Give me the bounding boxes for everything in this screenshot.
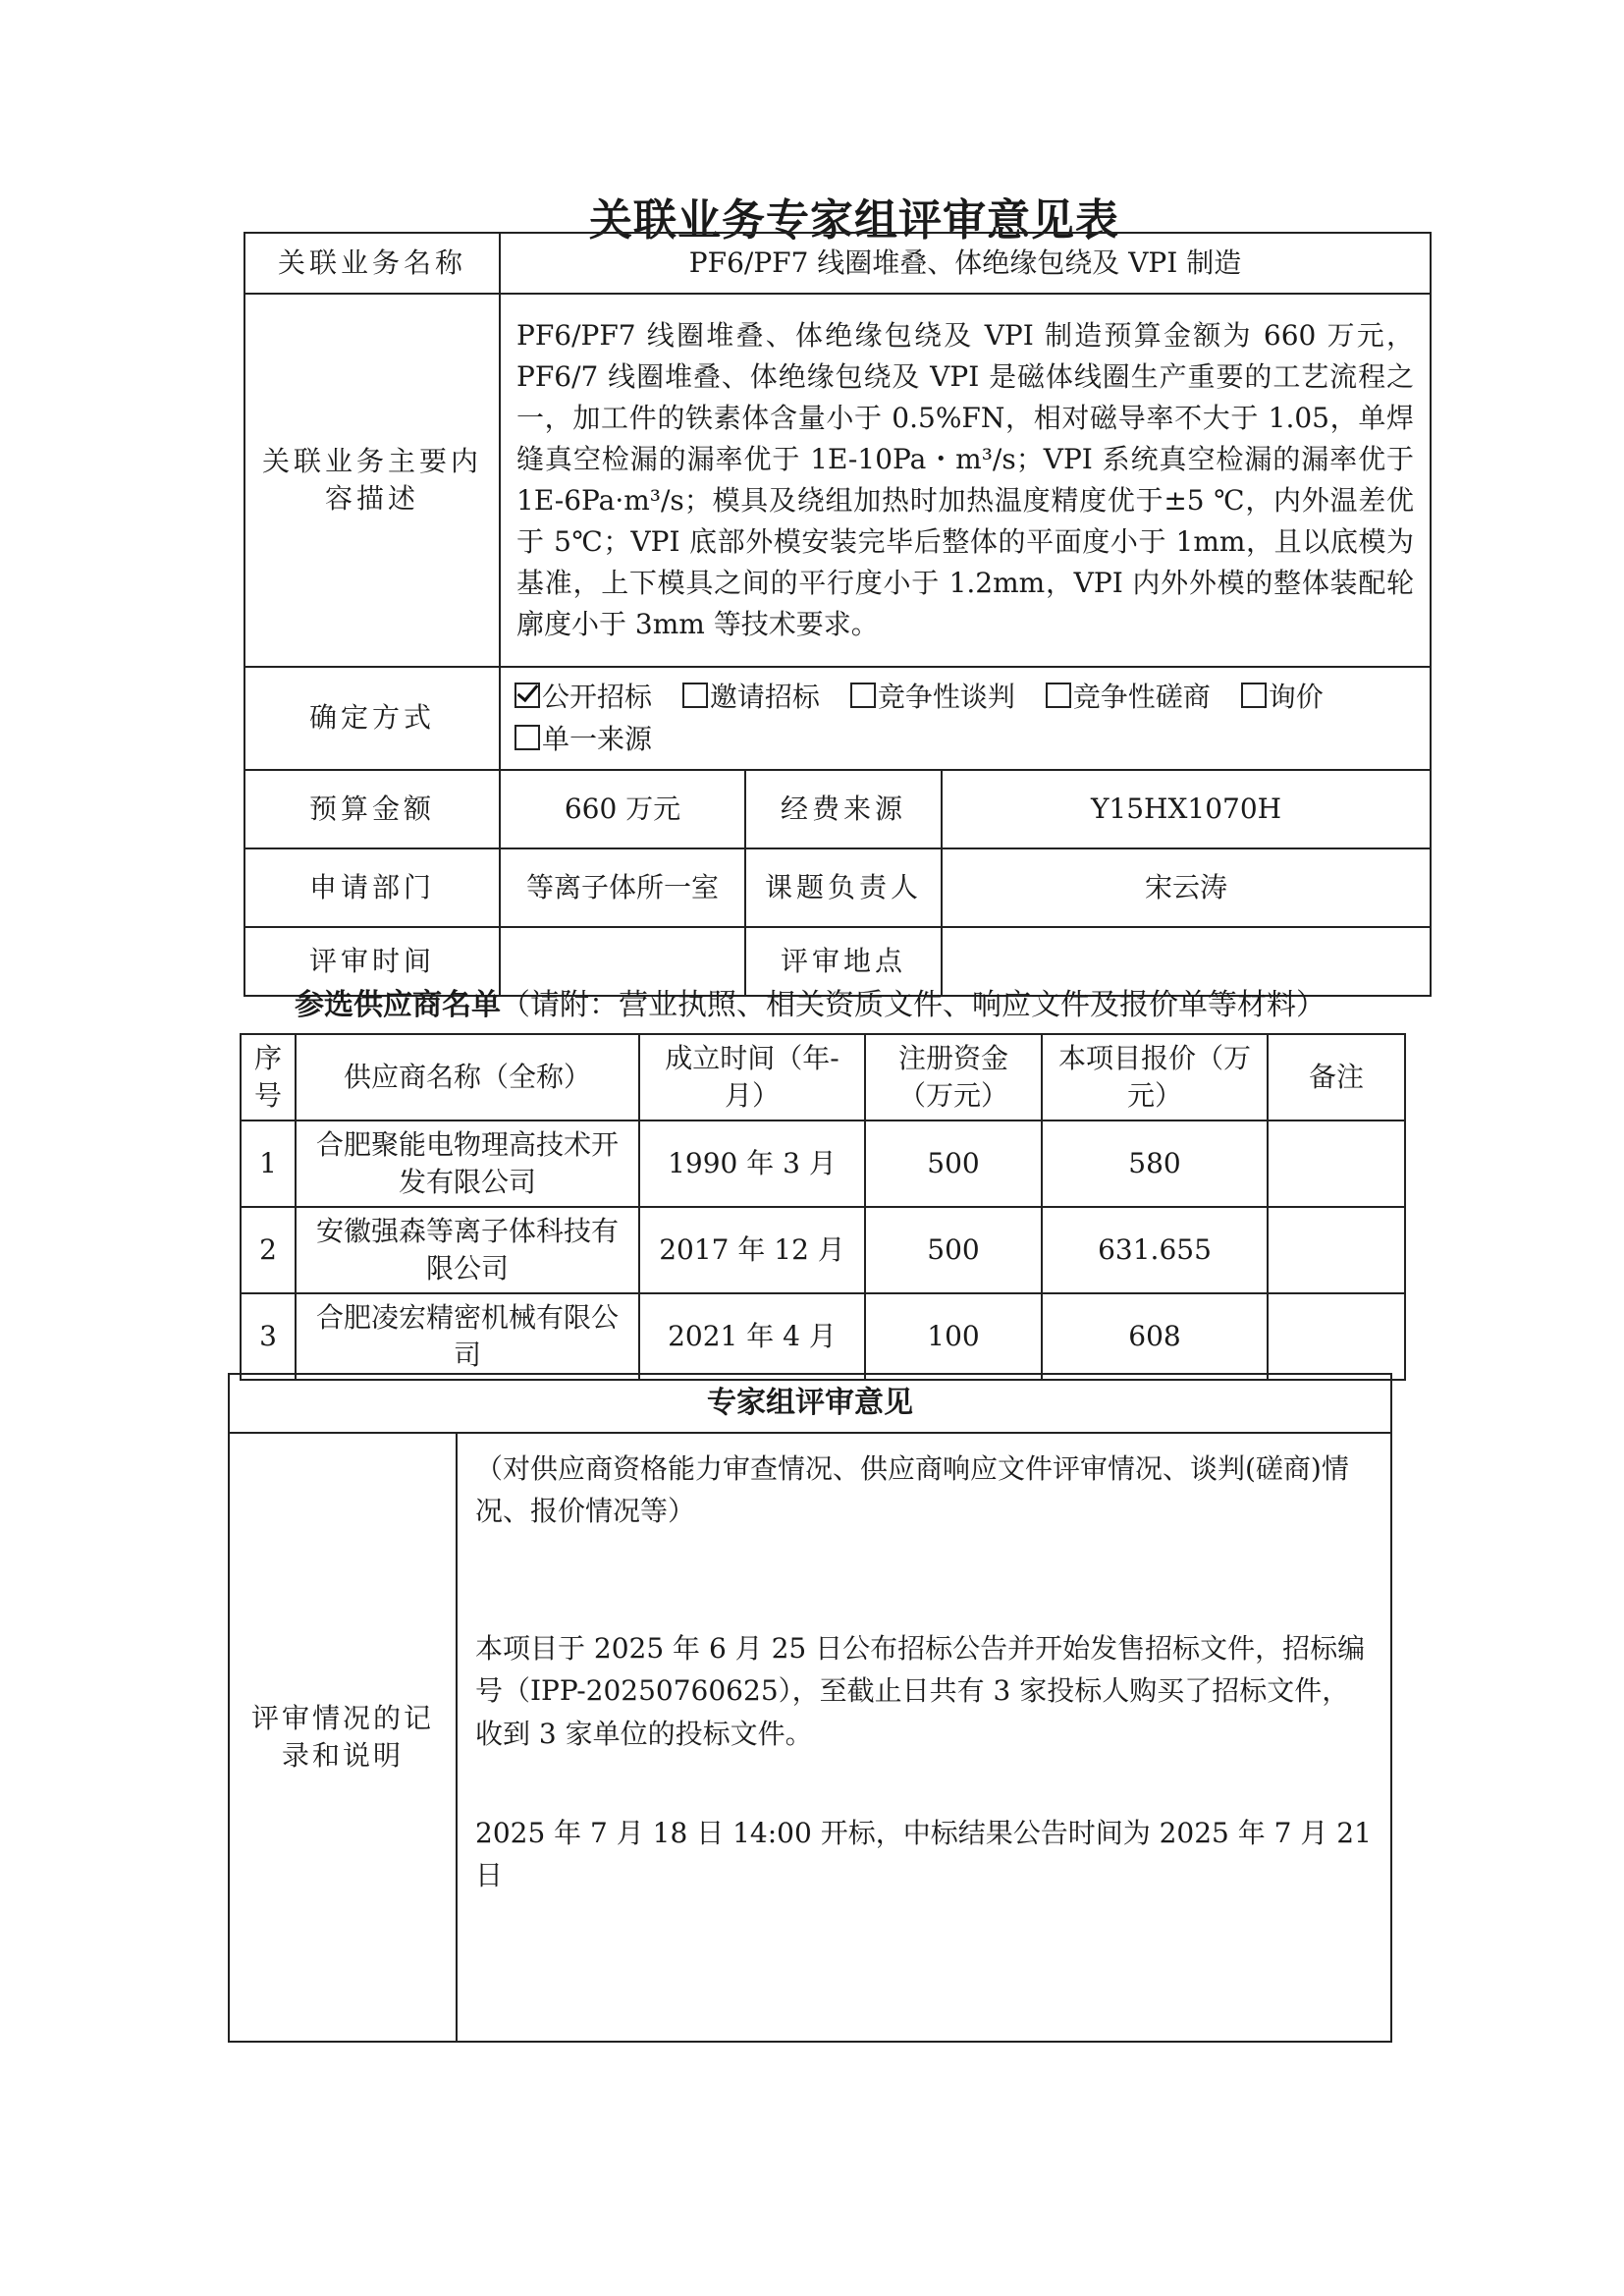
- table-row: [241, 1121, 1405, 1207]
- row-index: 1: [241, 1121, 296, 1207]
- business-desc-label: 关联业务主要内容描述: [244, 294, 500, 667]
- checked-checkbox-icon: [514, 683, 540, 708]
- header-quote: 本项目报价（万元）: [1042, 1034, 1268, 1121]
- method-option-inquiry: 询价: [1241, 676, 1324, 718]
- supplier-name: 安徽强森等离子体科技有限公司: [296, 1207, 639, 1293]
- method-option-competitive-negotiation: 竞争性谈判: [850, 676, 1015, 718]
- business-name-value: PF6/PF7 线圈堆叠、体绝缘包绕及 VPI 制造: [500, 233, 1431, 294]
- review-time-label: 评审时间: [244, 927, 500, 996]
- checkbox-icon: [682, 683, 708, 708]
- remark: [1268, 1121, 1405, 1207]
- expert-review-table: [228, 1373, 1392, 2043]
- supplier-name: 合肥聚能电物理高技术开发有限公司: [296, 1121, 639, 1207]
- suppliers-table: [240, 1033, 1406, 1381]
- document-title: 关联业务专家组评审意见表: [589, 195, 1119, 246]
- fund-source-label: 经费来源: [745, 770, 942, 848]
- header-supplier-name: 供应商名称（全称）: [296, 1034, 639, 1121]
- spacer: [475, 1533, 1373, 1627]
- table-row: [241, 1207, 1405, 1293]
- quote-price: 631.655: [1042, 1207, 1268, 1293]
- business-name-label: 关联业务名称: [244, 233, 500, 294]
- review-record-label: 评审情况的记录和说明: [229, 1433, 457, 2042]
- project-leader-label: 课题负责人: [745, 848, 942, 927]
- fund-source-value: Y15HX1070H: [942, 770, 1431, 848]
- method-options: [500, 667, 1431, 770]
- checkbox-icon: [1241, 683, 1267, 708]
- table-row: [241, 1293, 1405, 1380]
- suppliers-heading-title: 参选供应商名单: [295, 988, 501, 1022]
- method-label: 确定方式: [244, 667, 500, 770]
- checkbox-icon: [514, 725, 540, 750]
- review-place-label: 评审地点: [745, 927, 942, 996]
- budget-label: 预算金额: [244, 770, 500, 848]
- row-index: 3: [241, 1293, 296, 1380]
- header-capital: 注册资金（万元）: [865, 1034, 1042, 1121]
- registered-capital: 500: [865, 1207, 1042, 1293]
- founded-date: 2017 年 12 月: [639, 1207, 865, 1293]
- quote-price: 608: [1042, 1293, 1268, 1380]
- checkbox-icon: [1046, 683, 1071, 708]
- header-remark: 备注: [1268, 1034, 1405, 1121]
- remark: [1268, 1293, 1405, 1380]
- quote-price: 580: [1042, 1121, 1268, 1207]
- suppliers-heading: [295, 980, 1326, 1023]
- method-option-invited-tender: 邀请招标: [682, 676, 820, 718]
- spacer: [475, 1755, 1373, 1812]
- header-index: 序号: [241, 1034, 296, 1121]
- review-record-content: [457, 1433, 1391, 2042]
- budget-value: 660 万元: [500, 770, 745, 848]
- method-option-single-source: 单一来源: [514, 718, 652, 760]
- remark: [1268, 1207, 1405, 1293]
- project-leader-value: 宋云涛: [942, 848, 1431, 927]
- supplier-name: 合肥凌宏精密机械有限公司: [296, 1293, 639, 1380]
- registered-capital: 500: [865, 1121, 1042, 1207]
- review-intro: （对供应商资格能力审查情况、供应商响应文件评审情况、谈判(磋商)情况、报价情况等）: [475, 1452, 1349, 1528]
- department-value: 等离子体所一室: [500, 848, 745, 927]
- method-option-competitive-consultation: 竞争性磋商: [1046, 676, 1211, 718]
- checkbox-icon: [850, 683, 876, 708]
- review-paragraph-opening: 2025 年 7 月 18 日 14:00 开标，中标结果公告时间为 2025 年 7 月 21 日: [475, 1816, 1372, 1892]
- row-index: 2: [241, 1207, 296, 1293]
- department-label: 申请部门: [244, 848, 500, 927]
- expert-review-heading: 专家组评审意见: [229, 1374, 1391, 1433]
- review-paragraph-tender: 本项目于 2025 年 6 月 25 日公布招标公告并开始发售招标文件，招标编号（IPP-20250760625），至截止日共有 3 家投标人购买了招标文件，收到 3 家单位的投标文件。: [475, 1631, 1366, 1750]
- method-option-public-tender: 公开招标: [514, 676, 652, 718]
- business-desc-value: PF6/PF7 线圈堆叠、体绝缘包绕及 VPI 制造预算金额为 660 万元，PF6/7 线圈堆叠、体绝缘包绕及 VPI 是磁体线圈生产重要的工艺流程之一，加工件的铁素体含量小于 0.5%FN，相对磁导率不大于 1.05，单焊缝真空检漏的漏率优于 1E-10Pa・m³/s；VPI 系统真空检漏的漏率优于 1E-6Pa·m³/s；模具及绕组加热时加热温度精度优于±5 ℃，内外温差优于 5℃；VPI 底部外模安装完毕后整体的平面度小于 1mm，且以底模为基准，上下模具之间的平行度小于 1.2mm，VPI 内外外模的整体装配轮廓度小于 3mm 等技术要求。: [500, 294, 1431, 667]
- suppliers-heading-note: （请附：营业执照、相关资质文件、响应文件及报价单等材料）: [501, 988, 1326, 1022]
- header-founded: 成立时间（年-月）: [639, 1034, 865, 1121]
- business-info-table: [244, 232, 1432, 997]
- founded-date: 2021 年 4 月: [639, 1293, 865, 1380]
- founded-date: 1990 年 3 月: [639, 1121, 865, 1207]
- registered-capital: 100: [865, 1293, 1042, 1380]
